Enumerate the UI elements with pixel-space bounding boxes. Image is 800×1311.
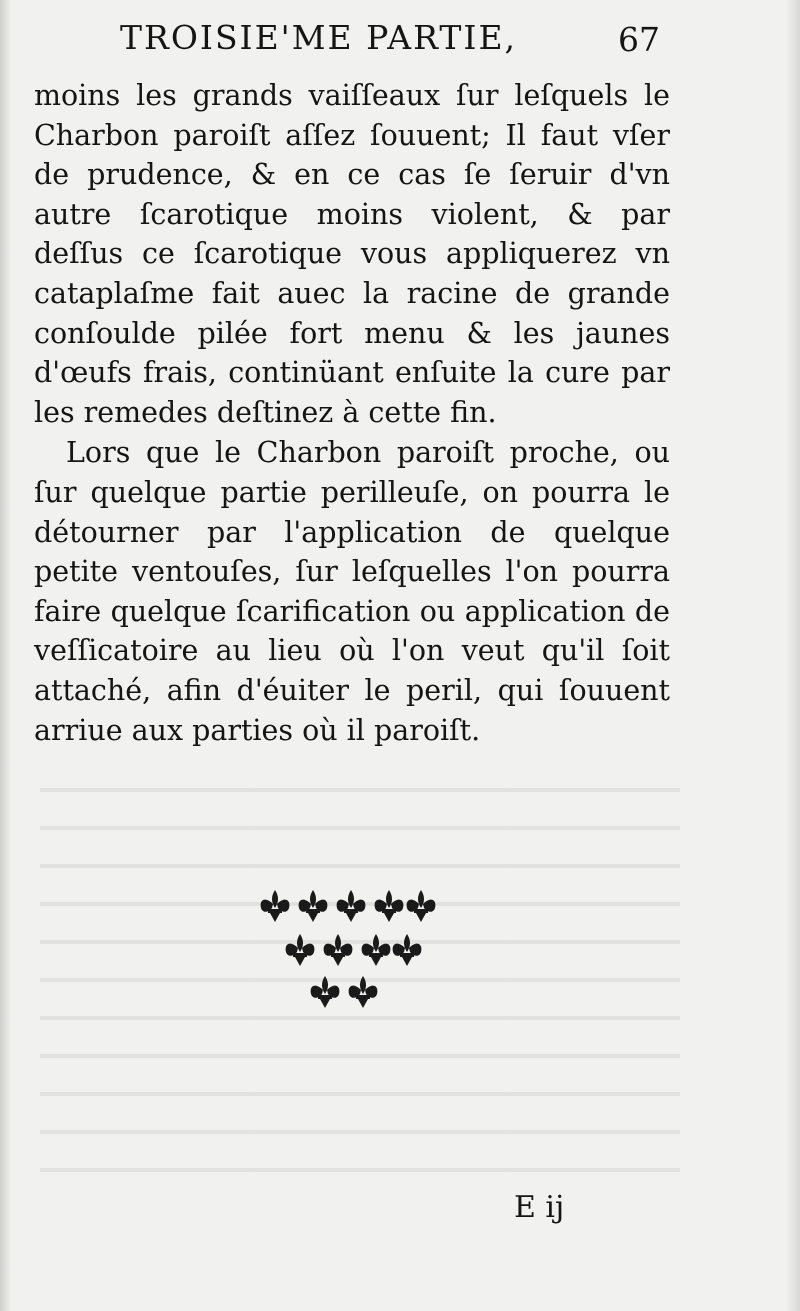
fleuron-ornament-icon (255, 882, 445, 1012)
page-edge-shadow (786, 0, 800, 1311)
paragraph-charbon: Lors que le Charbon paroiſt proche, ou ſur quelque partie perilleuſe, on pourra le détourner par l'application de quelque petite ventouſes, ſur leſquelles l'on pourra faire quelque ſcarification ou application de veſſicatoire au lieu où l'on veut qu'il ſoit attaché, afin d'éuiter le peril, qui ſouuent arriue aux parties où il paroiſt. (34, 436, 670, 747)
running-head-title: TROISIE'ME PARTIE, (120, 18, 518, 57)
page-gutter-shadow (0, 0, 10, 1311)
paragraph-continuation: moins les grands vaiſſeaux ſur leſquels le Charbon paroiſt aſſez ſouuent; Il faut vſer de prudence, & en ce cas ſe ſeruir d'vn autre ſcarotique moins violent, & par deſſus ce ſcarotique vous appliquerez vn cataplaſme fait auec la racine de grande conſoulde pilée fort menu & les jaunes d'œufs frais, continüant enſuite la cure par les remedes deſtinez à cette fin. (34, 79, 670, 429)
page-number: 67 (618, 20, 660, 59)
body-text (34, 76, 670, 750)
running-head (120, 18, 660, 62)
signature-mark: E ij (514, 1190, 565, 1225)
